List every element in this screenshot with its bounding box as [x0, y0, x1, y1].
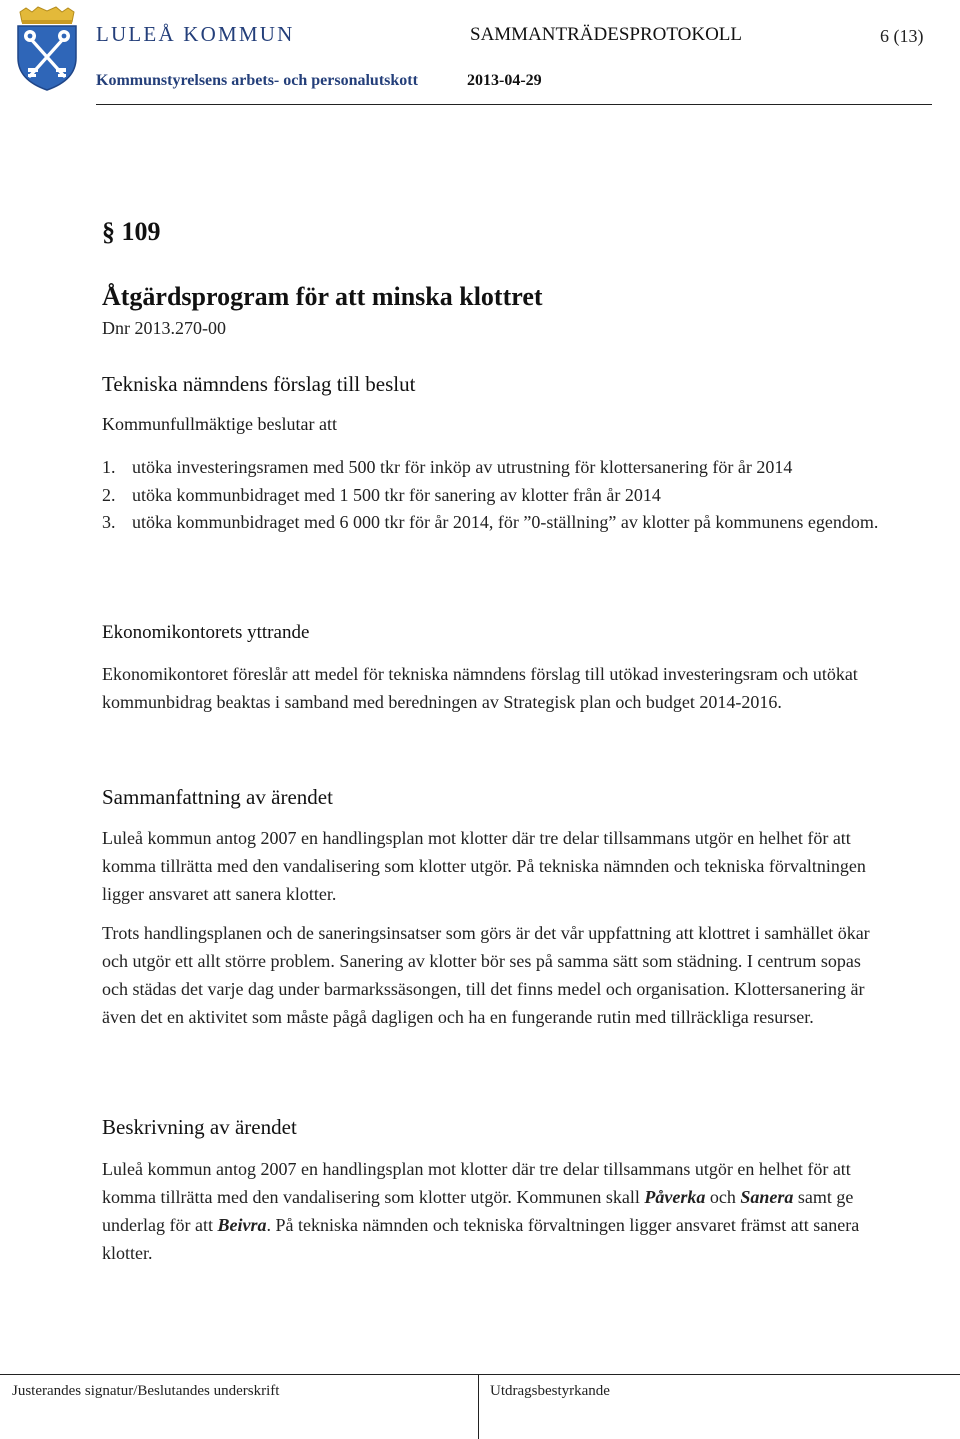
proposal-heading: Tekniska nämndens förslag till beslut	[102, 372, 416, 396]
description-heading: Beskrivning av ärendet	[102, 1115, 297, 1139]
economy-paragraph: Ekonomikontoret föreslår att medel för tekniska nämndens förslag till utökad investeringsram och utökat kommunbidrag beaktas i samband med beredningen av Strategisk plan och budget 2014-2016.	[102, 664, 858, 712]
proposal-intro: Kommunfullmäktige beslutar att	[102, 414, 337, 434]
section-number: § 109	[102, 217, 161, 246]
summary-paragraph-2: Trots handlingsplanen och de saneringsinsatser som görs är det vår uppfattning att klottret i samhället ökar och utgör ett allt större problem. Sanering av klotter bör ses på samma sätt som städning. I centrum sopas och städas det varje dag under barmarkssäsongen, till det finns medel och organisation. Klottersanering är även det en aktivitet som måste pågå dagligen och ha en fungerande rutin med tillräckliga resurser.	[102, 923, 870, 1027]
description-text: samt ge underlag för att	[102, 1187, 854, 1235]
footer-column-divider	[478, 1374, 479, 1439]
list-item	[102, 509, 882, 537]
list-item	[102, 454, 882, 482]
list-item-text: utöka investeringsramen med 500 tkr för inköp av utrustning för klottersanering för år 2014	[132, 457, 793, 477]
list-item-text: utöka kommunbidraget med 6 000 tkr för år 2014, för ”0-ställning” av klotter på kommunens egendom.	[132, 512, 879, 532]
summary-heading: Sammanfattning av ärendet	[102, 785, 333, 809]
page-number: 6 (13)	[880, 26, 924, 46]
extract-certification-label: Utdragsbestyrkande	[490, 1383, 610, 1399]
header-divider	[96, 104, 932, 105]
document-type: SAMMANTRÄDESPROTOKOLL	[470, 24, 743, 45]
list-item-text: utöka kommunbidraget med 1 500 tkr för sanering av klotter från år 2014	[132, 484, 661, 505]
committee-name: Kommunstyrelsens arbets- och personalutskott	[96, 72, 418, 89]
emphasis-sanera: Sanera	[740, 1187, 794, 1207]
economy-heading: Ekonomikontorets yttrande	[102, 622, 310, 643]
list-item-number: 1.	[102, 457, 116, 477]
proposal-list	[102, 454, 882, 537]
page-title: Åtgärdsprogram för att minska klottret	[102, 282, 543, 311]
footer-divider	[0, 1374, 960, 1375]
summary-paragraph-1: Luleå kommun antog 2007 en handlingsplan mot klotter där tre delar tillsammans utgör en helhet för att komma tillrätta med den vandalisering som klotter utgör. På tekniska nämnden och tekniska förvaltningen ligger ansvaret att sanera klotter.	[102, 828, 866, 904]
description-text: Luleå kommun antog 2007 en handlingsplan mot klotter där tre delar tillsammans utgör en helhet för att komma tillrätta med den vandalisering som klotter utgör. Kommunen skall	[102, 1159, 851, 1207]
list-item-number: 3.	[102, 512, 116, 532]
emphasis-paverka: Påverka	[644, 1187, 706, 1207]
signature-label: Justerandes signatur/Beslutandes underskrift	[12, 1383, 280, 1399]
coat-of-arms-icon	[12, 6, 82, 92]
description-text: och	[705, 1187, 741, 1207]
list-item	[102, 482, 882, 510]
organization-name: LULEÅ KOMMUN	[96, 22, 295, 46]
emphasis-beivra: Beivra	[217, 1215, 267, 1235]
case-number: Dnr 2013.270-00	[102, 318, 226, 338]
description-paragraph	[102, 1155, 882, 1267]
meeting-date: 2013-04-29	[467, 72, 542, 89]
description-text: . På tekniska nämnden och tekniska förvaltningen ligger ansvaret främst att sanera klotter.	[102, 1215, 860, 1263]
list-item-number: 2.	[102, 484, 116, 505]
